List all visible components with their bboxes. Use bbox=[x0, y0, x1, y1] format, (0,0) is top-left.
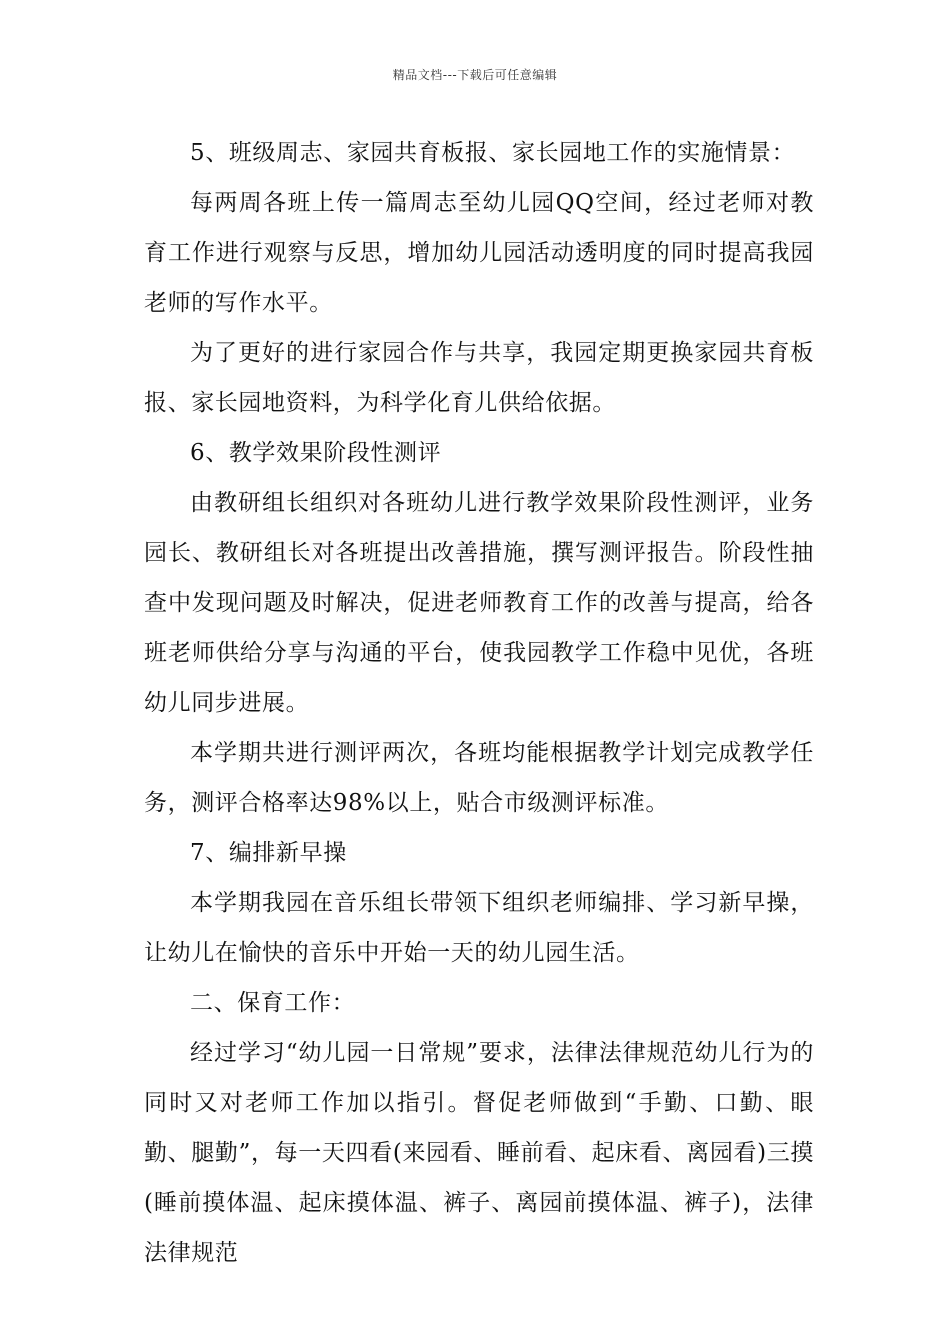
paragraph-evaluation-results: 本学期共进行测评两次，各班均能根据教学计划完成教学任务，测评合格率达98%以上，贴合市级测评标准。 bbox=[144, 740, 814, 816]
paragraph-weekly-journal: 每两周各班上传一篇周志至幼儿园QQ空间，经过老师对教育工作进行观察与反思，增加幼儿园活动透明度的同时提高我园老师的写作水平。 bbox=[144, 190, 814, 316]
paragraph-teaching-evaluation: 由教研组长组织对各班幼儿进行教学效果阶段性测评，业务园长、教研组长对各班提出改善措施，撰写测评报告。阶段性抽查中发现问题及时解决，促进老师教育工作的改善与提高，给各班老师供给分享与沟通的平台，使我园教学工作稳中见优，各班幼儿同步进展。 bbox=[144, 490, 814, 716]
document-body bbox=[144, 128, 814, 1278]
section-heading-5: 5、班级周志、家园共育板报、家长园地工作的实施情景： bbox=[190, 140, 796, 166]
section-heading-care-work: 二、保育工作： bbox=[190, 990, 356, 1016]
section-heading-6: 6、教学效果阶段性测评 bbox=[190, 440, 442, 466]
section-heading-7: 7、编排新早操 bbox=[190, 840, 347, 866]
paragraph-home-school-board: 为了更好的进行家园合作与共享，我园定期更换家园共育板报、家长园地资料，为科学化育儿供给依据。 bbox=[144, 340, 814, 416]
paragraph-daily-routine: 经过学习“幼儿园一日常规”要求，法律法律规范幼儿行为的同时又对老师工作加以指引。督促老师做到“手勤、口勤、眼勤、腿勤”，每一天四看(来园看、睡前看、起床看、离园看)三摸(睡前摸体温、起床摸体温、裤子、离园前摸体温、裤子)，法律法律规范 bbox=[144, 1040, 814, 1266]
page-header: 精品文档---下载后可任意编辑 bbox=[392, 68, 558, 82]
paragraph-morning-exercise: 本学期我园在音乐组长带领下组织老师编排、学习新早操，让幼儿在愉快的音乐中开始一天的幼儿园生活。 bbox=[144, 890, 814, 966]
